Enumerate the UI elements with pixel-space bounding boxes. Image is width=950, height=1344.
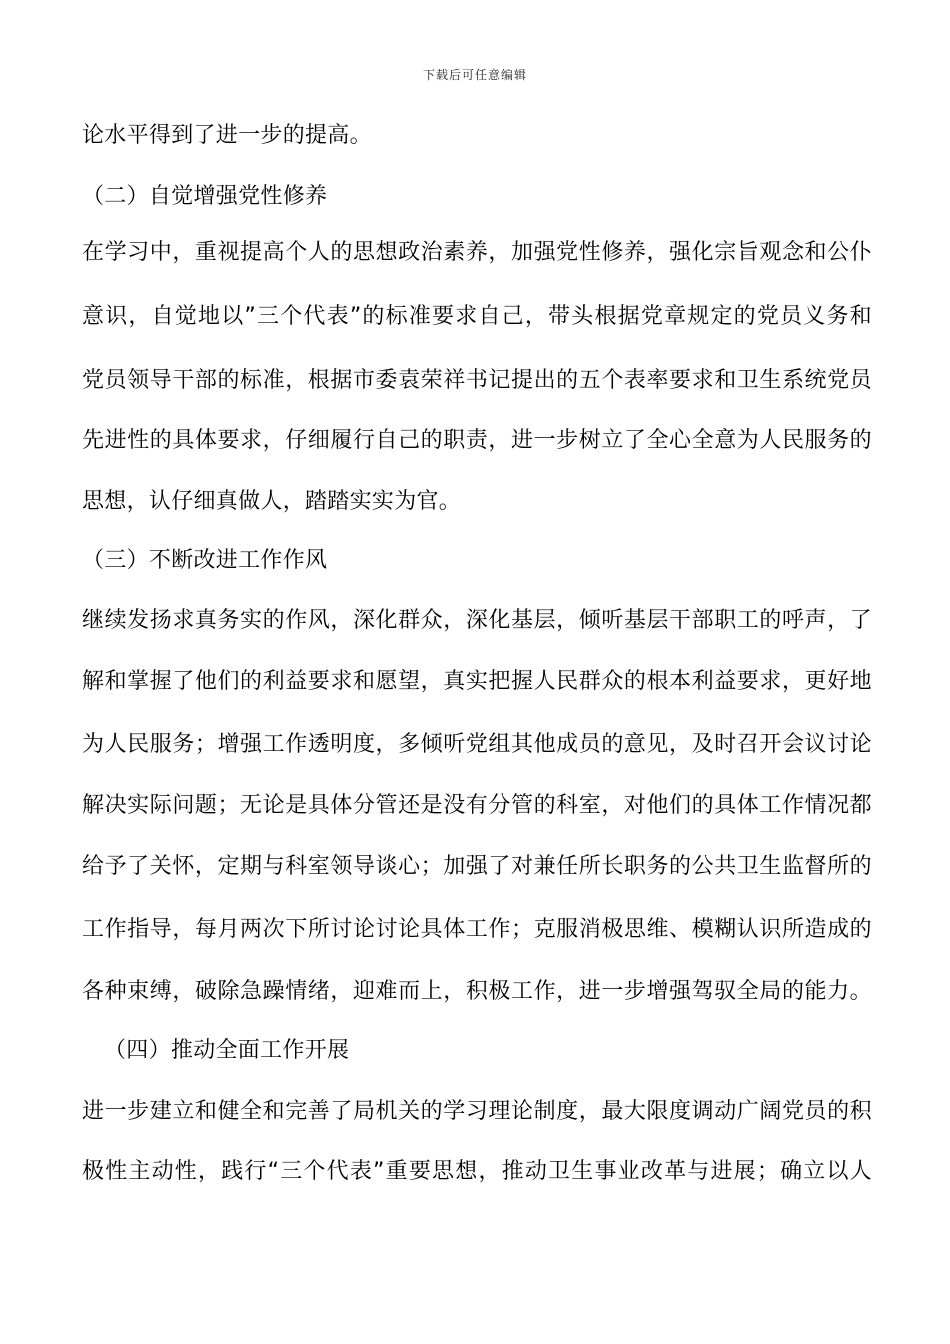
paragraph-line: 论水平得到了进一步的提高。 <box>82 123 372 148</box>
paragraph-line: 解和掌握了他们的利益要求和愿望，真实把握人民群众的根本利益要求，更好地 <box>82 669 872 694</box>
section-heading-4: （四）推动全面工作开展 <box>104 1038 350 1063</box>
paragraph-line: 工作指导，每月两次下所讨论讨论具体工作；克服消极思维、模糊认识所造成的 <box>82 917 872 942</box>
paragraph-line: 为人民服务；增强工作透明度，多倾听党组其他成员的意见，及时召开会议讨论 <box>82 732 872 757</box>
paragraph-line: 解决实际问题；无论是具体分管还是没有分管的科室，对他们的具体工作情况都 <box>82 793 872 818</box>
section-heading-3: （三）不断改进工作作风 <box>82 548 328 573</box>
paragraph-line: 意识，自觉地以”三个代表”的标准要求自己，带头根据党章规定的党员义务和 <box>82 304 872 329</box>
page-header-note: 下载后可任意编辑 <box>422 68 527 82</box>
paragraph-line: 继续发扬求真务实的作风，深化群众，深化基层，倾听基层干部职工的呼声，了 <box>82 608 872 633</box>
paragraph-line: 在学习中，重视提高个人的思想政治素养，加强党性修养，强化宗旨观念和公仆 <box>82 240 872 265</box>
paragraph-line: 各种束缚，破除急躁情绪，迎难而上，积极工作，进一步增强驾驭全局的能力。 <box>82 979 872 1004</box>
paragraph-line: 先进性的具体要求，仔细履行自己的职责，进一步树立了全心全意为人民服务的 <box>82 428 872 453</box>
paragraph-line: 党员领导干部的标准，根据市委袁荣祥书记提出的五个表率要求和卫生系统党员 <box>82 368 872 393</box>
paragraph-line: 思想，认仔细真做人，踏踏实实为官。 <box>82 489 462 514</box>
paragraph-line: 给予了关怀，定期与科室领导谈心；加强了对兼任所长职务的公共卫生监督所的 <box>82 854 872 879</box>
section-heading-2: （二）自觉增强党性修养 <box>82 184 328 209</box>
paragraph-line: 极性主动性，践行“三个代表”重要思想，推动卫生事业改革与进展；确立以人 <box>82 1159 872 1184</box>
paragraph-line: 进一步建立和健全和完善了局机关的学习理论制度，最大限度调动广阔党员的积 <box>82 1099 872 1124</box>
